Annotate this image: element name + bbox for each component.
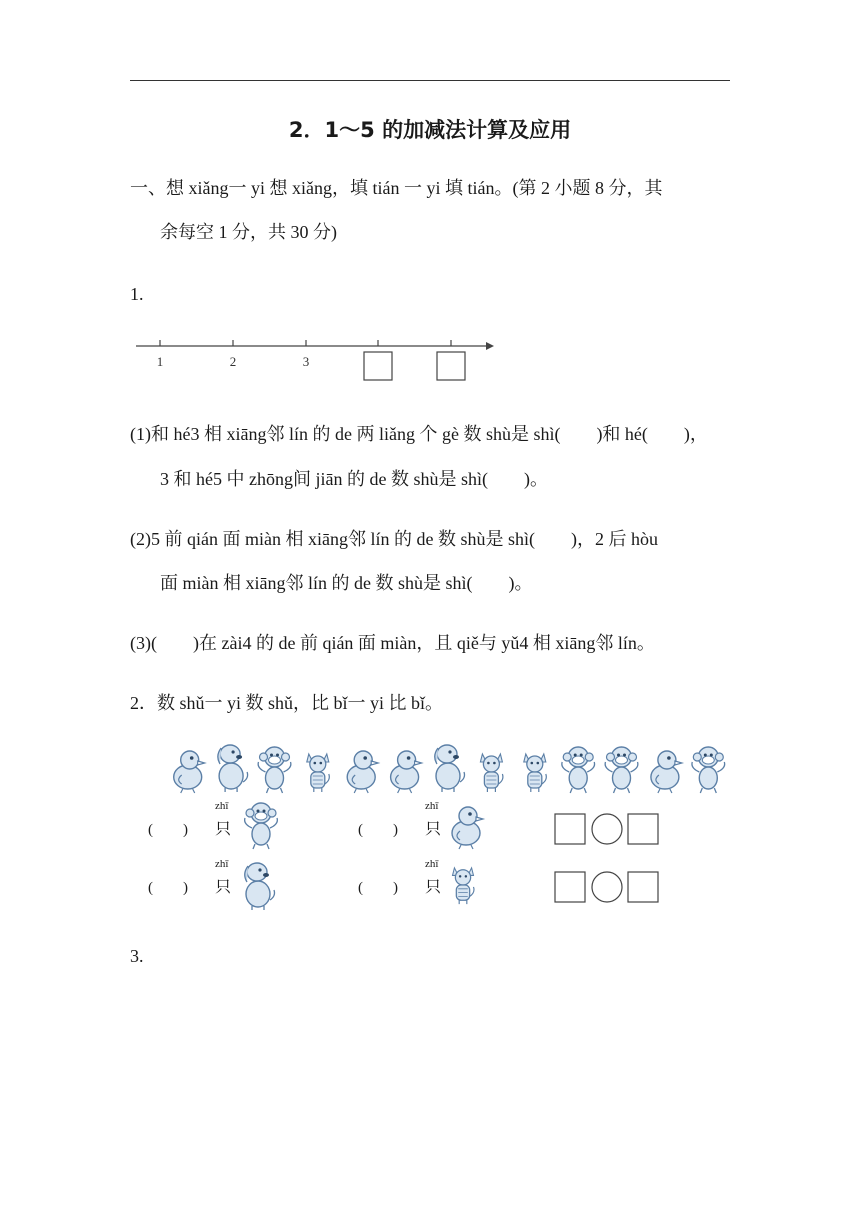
tick-label-3: 3 — [302, 354, 310, 369]
cat-icon — [448, 864, 478, 906]
answer-circle[interactable] — [592, 814, 622, 844]
dog-icon — [218, 745, 248, 792]
cat-icon — [480, 754, 503, 792]
chick-icon — [651, 751, 682, 793]
answer-circle[interactable] — [592, 872, 622, 902]
answer-box[interactable] — [555, 872, 585, 902]
q1-sub3: (3)( )在 zài4 的 de 前 qián 面 miàn，且 qiě与 yǔ4 相 xiāng邻 lín。 — [130, 633, 655, 653]
question-2-heading: 2．数 shǔ一 yi 数 shǔ，比 bǐ一 yi 比 bǐ。 — [130, 693, 444, 713]
count-blank[interactable]: ( ) — [358, 880, 398, 896]
monkey-icon — [238, 798, 284, 850]
q1-sub1-line1: (1)和 hé3 相 xiāng邻 lín 的 de 两 liǎng 个 gè 数 shù是 shì( )和 hé( )， — [130, 424, 708, 444]
chick-icon — [347, 751, 378, 793]
dog-icon — [236, 856, 280, 912]
compare-boxes — [554, 870, 660, 904]
pinyin-zhi: zhī — [425, 858, 439, 870]
pinyin-zhi: zhī — [425, 800, 439, 812]
compare-boxes — [554, 812, 660, 846]
tick-label-1: 1 — [156, 354, 164, 369]
pinyin-zhi: zhī — [215, 858, 229, 870]
pinyin-zhi: zhī — [215, 800, 229, 812]
chick-icon — [174, 751, 205, 793]
section-heading-line1: 一、想 xiǎng一 yi 想 xiǎng，填 tián 一 yi 填 tián。(第 2 小题 8 分，其 — [130, 178, 663, 198]
top-rule — [130, 80, 730, 81]
cat-icon — [524, 754, 547, 792]
page-title: 2．1～5 的加减法计算及应用 — [288, 118, 572, 142]
section-heading-line2: 余每空 1 分，共 30 分) — [160, 222, 337, 242]
q1-sub2-line2: 面 miàn 相 xiāng邻 lín 的 de 数 shù是 shì( )。 — [160, 573, 533, 593]
dog-icon — [435, 745, 465, 792]
count-blank[interactable]: ( ) — [358, 822, 398, 838]
question-3-number: 3. — [130, 946, 144, 966]
count-blank[interactable]: ( ) — [148, 880, 188, 896]
chick-icon — [444, 800, 488, 850]
unit-zhi: 只 — [215, 821, 232, 838]
monkey-icon — [562, 747, 595, 793]
unit-zhi: 只 — [425, 821, 442, 838]
question-1-number: 1. — [130, 284, 144, 304]
unit-zhi: 只 — [425, 879, 442, 896]
q1-sub2-line1: (2)5 前 qián 面 miàn 相 xiāng邻 lín 的 de 数 shù是 shì( )，2 后 hòu — [130, 529, 658, 549]
unit-zhi: 只 — [215, 879, 232, 896]
monkey-icon — [605, 747, 638, 793]
cat-icon — [307, 754, 330, 792]
chick-icon — [391, 751, 422, 793]
number-line — [130, 330, 500, 386]
q1-sub1-line2: 3 和 hé5 中 zhōng间 jiān 的 de 数 shù是 shì( )。 — [160, 469, 548, 489]
tick-label-2: 2 — [229, 354, 237, 369]
monkey-icon — [692, 747, 725, 793]
answer-box[interactable] — [364, 352, 392, 380]
count-blank[interactable]: ( ) — [148, 822, 188, 838]
monkey-icon — [258, 747, 291, 793]
answer-box[interactable] — [628, 872, 658, 902]
answer-box[interactable] — [555, 814, 585, 844]
answer-box[interactable] — [628, 814, 658, 844]
animal-row — [166, 740, 730, 796]
answer-box[interactable] — [437, 352, 465, 380]
